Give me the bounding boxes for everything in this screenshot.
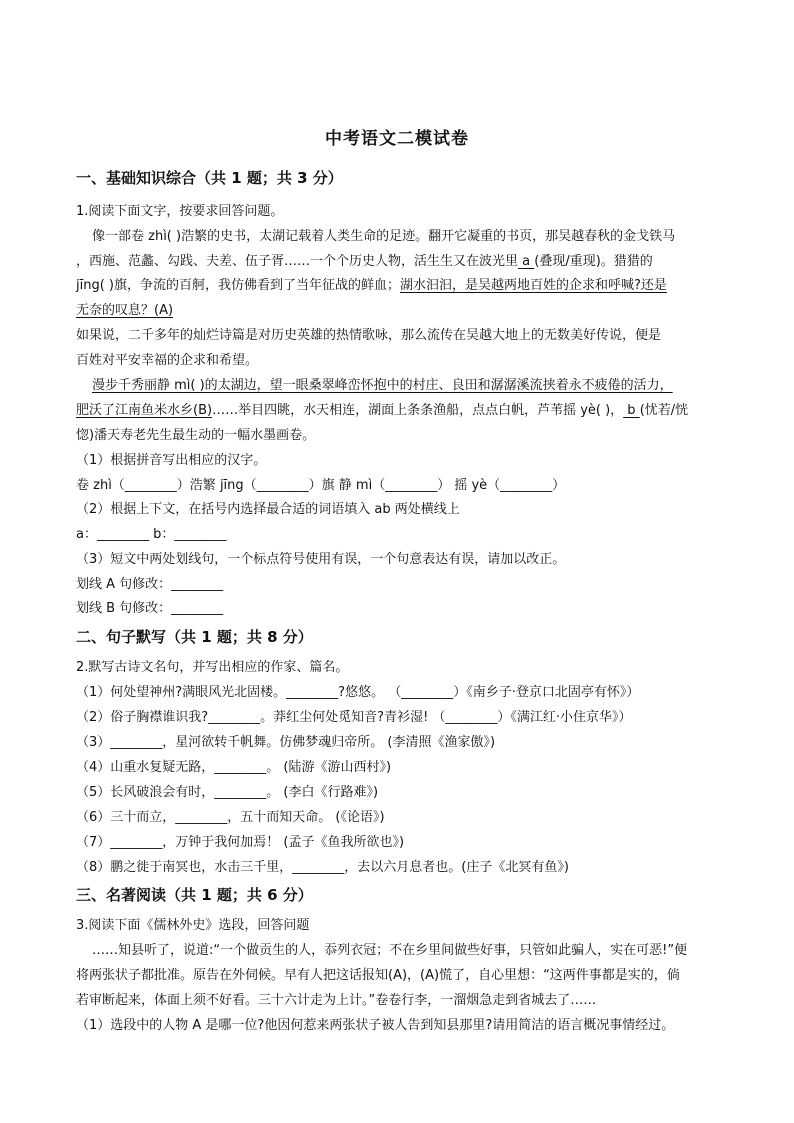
q1-answer-blanks: 卷 zhì（________）浩繁 jīng（________）旗 静 mì（________） 摇 yè（________） (76, 478, 566, 493)
q1-passage-line: 如果说，二千多年的灿烂诗篇是对历史英雄的热情歌咏，那么流传在吴越大地上的无数美好传说，便是 (76, 328, 662, 343)
q1-answer-blanks: a：________ b：________ (76, 527, 227, 542)
q3-intro: 3.阅读下面《儒林外史》选段，回答问题 (76, 918, 310, 933)
q2-item: （1）何处望神州?满眼风光北固楼。________?悠悠。 （________）《南乡子·登京口北固亭有怀》） (76, 685, 640, 700)
q3-passage-line: 若审断起来，体面上须不好看。三十六计走为上计。”卷卷行李，一溜烟急走到省城去了…… (76, 993, 597, 1008)
section-heading-2: 二、句子默写（共 1 题；共 8 分） (76, 628, 313, 646)
q1-subquestion-2: （2）根据上下文，在括号内选择最合适的词语填入 ab 两处横线上 (76, 502, 460, 517)
underlined-sentence-b-end: 肥沃了江南鱼米水乡(B) (76, 403, 213, 418)
fix-b-line: 划线 B 句修改：________ (76, 601, 224, 616)
section-heading-3: 三、名著阅读（共 1 题；共 6 分） (76, 886, 313, 904)
q2-item: （8）鹏之徙于南冥也，水击三千里，________，去以六月息者也。(庄子《北冥有鱼》) (76, 860, 569, 875)
q2-intro: 2.默写古诗文名句，并写出相应的作家、篇名。 (76, 660, 349, 675)
q1-passage-line: 像一部卷 zhì( )浩繁的史书，太湖记载着人类生命的足迹。翻开它凝重的书页，那吴越春秋的金戈铁马 (92, 229, 676, 244)
q2-item: （4）山重水复疑无路，________。 (陆游《游山西村》) (76, 760, 392, 775)
blank-b: b (623, 403, 640, 418)
q1-passage-line: ，西施、范蠡、勾践、夫差、伍子胥……一个个历史人物，活生生又在波光里 a (叠现/重现)。猎猎的 (76, 254, 653, 269)
underlined-sentence-a-end: 无奈的叹息？(A) (76, 303, 174, 318)
q1-subquestion-1: （1）根据拼音写出相应的汉字。 (76, 453, 267, 468)
q2-item: （7）________，万钟于我何加焉！ (孟子《鱼我所欲也》) (76, 835, 405, 850)
underlined-sentence-b: 漫步千秀丽静 mì( )的太湖边，望一眼桑翠峰峦怀抱中的村庄、良田和潺潺溪流挟着永不疲倦的活力， (92, 378, 673, 393)
q2-item: （5）长风破浪会有时，________。 (李白《行路难》) (76, 785, 379, 800)
q1-subquestion-3: （3）短文中两处划线句，一个标点符号使用有误，一个句意表达有误，请加以改正。 (76, 552, 566, 567)
blank-a: a (518, 254, 535, 269)
q3-subquestion-1: （1）选段中的人物 A 是哪一位?他因何惹来两张状子被人告到知县那里?请用简洁的语言概况事情经过。 (76, 1018, 675, 1033)
q2-item: （3）________，星河欲转千帆舞。仿佛梦魂归帝所。 (李清照《渔家傲》) (76, 735, 496, 750)
page-title: 中考语文二模试卷 (325, 129, 469, 149)
underlined-sentence-a: 湖水汩汩，是吴越两地百姓的企求和呼喊?还是 (400, 278, 667, 293)
q1-passage-line: jīng( )旗，争流的百舸，我仿佛看到了当年征战的鲜血；湖水汩汩，是吴越两地百姓的企求和呼喊?还是 (76, 278, 667, 293)
fix-a-line: 划线 A 句修改：________ (76, 577, 224, 592)
q2-item: （6）三十而立，________，五十而知天命。 (《论语》) (76, 810, 385, 825)
q3-passage-line: ……知县听了，说道:“一个做贡生的人，忝列衣冠；不在乡里间做些好事，只管如此骗人，实在可恶!”便 (92, 943, 688, 958)
q1-passage-line: 百姓对平安幸福的企求和希望。 (76, 353, 259, 368)
q1-intro: 1.阅读下面文字，按要求回答问题。 (76, 204, 284, 219)
q1-passage-line: 肥沃了江南鱼米水乡(B)……举目四眺，水天相连，湖面上条条渔船，点点白帆，芦苇摇 yè( )， b (忧若/恍 (76, 403, 689, 418)
q3-passage-line: 将两张状子都批准。原告在外伺候。早有人把这话报知(A)，(A)慌了，自心里想：“这两件事都是实的，倘 (76, 968, 680, 983)
q2-item: （2）俗子胸襟谁识我?________。莽红尘何处觅知音?青衫湿! （________）《满江红·小住京华》） (76, 710, 632, 725)
q1-passage-line: 惚)潘天寿老先生最生动的一幅水墨画卷。 (76, 428, 316, 443)
section-heading-1: 一、基础知识综合（共 1 题；共 3 分） (76, 169, 343, 187)
